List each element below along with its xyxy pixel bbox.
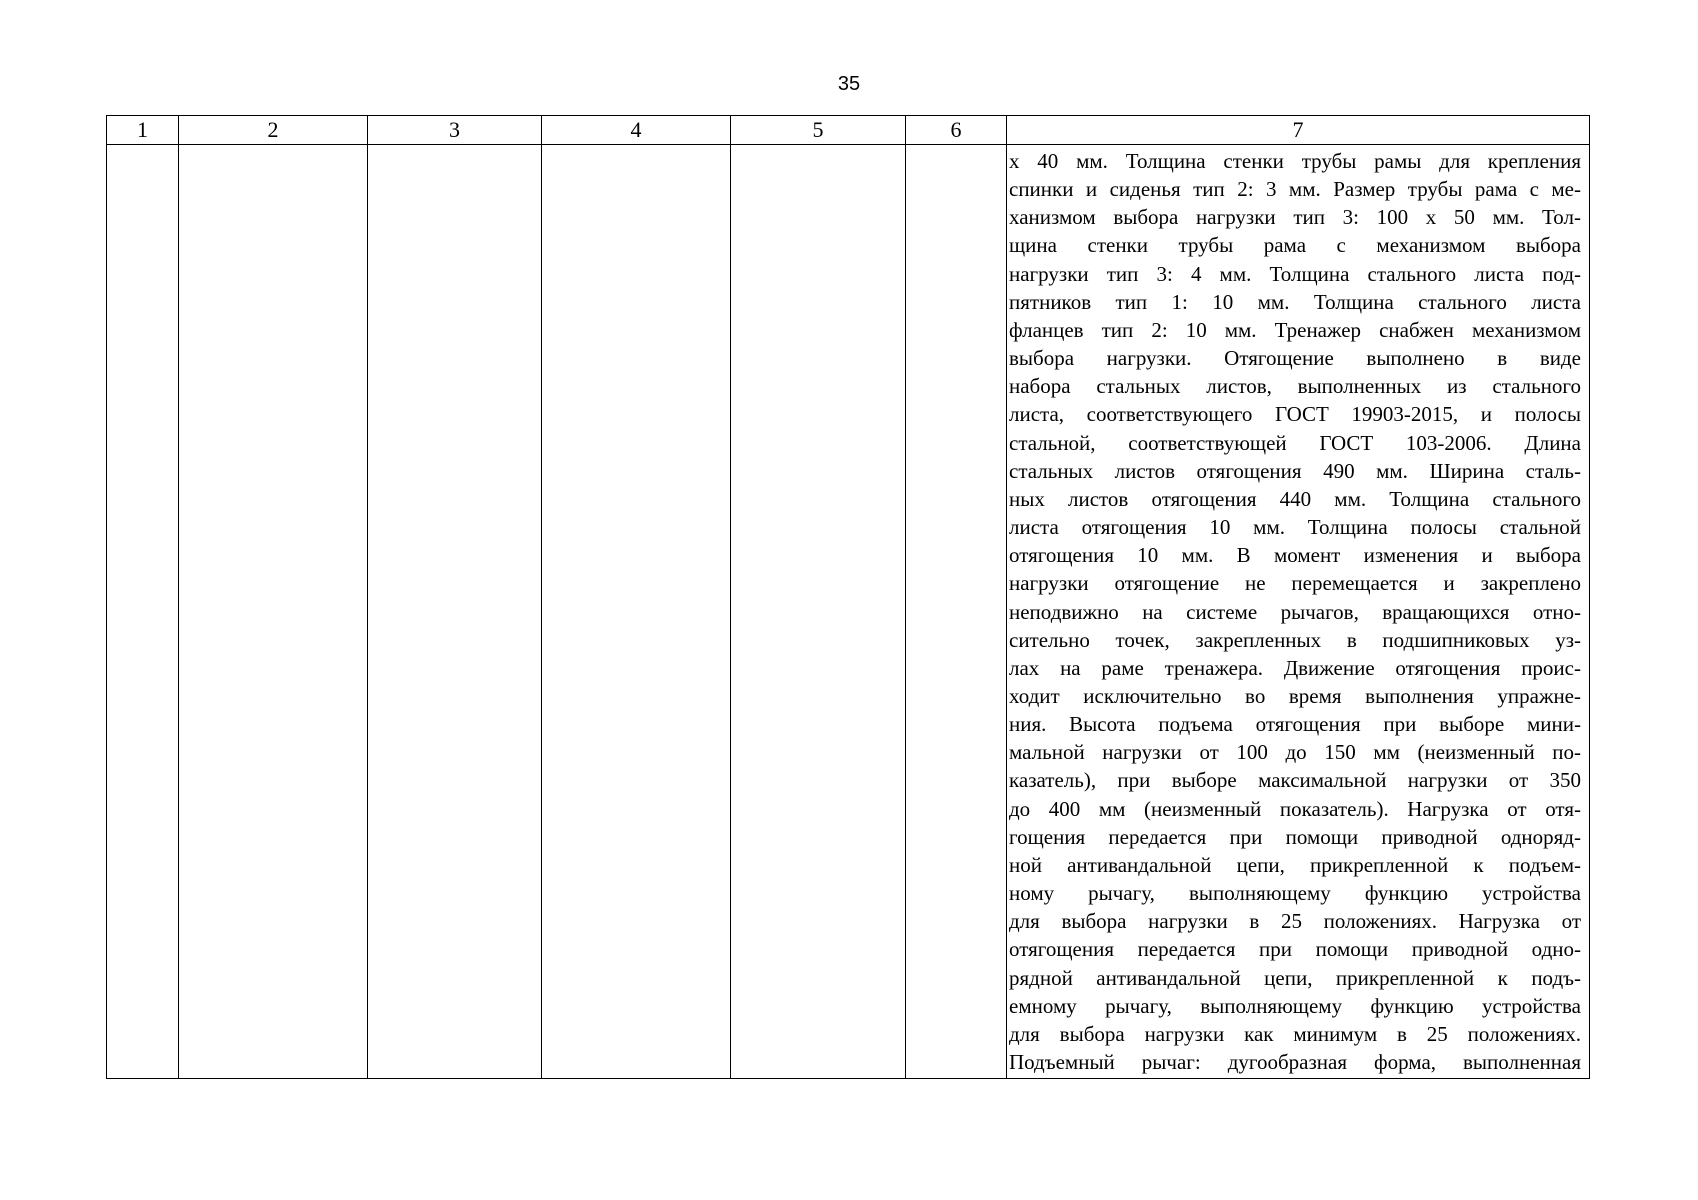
text-line: листа, соответствующего ГОСТ 19903-2015, и полосы bbox=[1009, 402, 1581, 427]
text-line: до 400 мм (неизменный показатель). Нагрузка от отя- bbox=[1009, 796, 1581, 821]
column-header-1: 1 bbox=[107, 116, 179, 145]
text-line: спинки и сиденья тип 2: 3 мм. Размер трубы рама с ме- bbox=[1009, 177, 1581, 202]
text-line: ходит исключительно во время выполнения упражне- bbox=[1009, 683, 1581, 708]
text-line: гощения передается при помощи приводной одноряд- bbox=[1009, 824, 1581, 849]
text-line: для выбора нагрузки как минимум в 25 положениях. bbox=[1009, 1021, 1581, 1046]
text-line: стальных листов отягощения 490 мм. Ширина сталь- bbox=[1009, 458, 1581, 483]
text-line: ному рычагу, выполняющему функцию устройства bbox=[1009, 881, 1581, 906]
text-line: набора стальных листов, выполненных из стального bbox=[1009, 374, 1581, 399]
text-line: фланцев тип 2: 10 мм. Тренажер снабжен механизмом bbox=[1009, 317, 1581, 342]
text-line: листа отягощения 10 мм. Толщина полосы стальной bbox=[1009, 515, 1581, 540]
text-line: мальной нагрузки от 100 до 150 мм (неизменный по- bbox=[1009, 740, 1581, 765]
text-line: емному рычагу, выполняющему функцию устройства bbox=[1009, 993, 1581, 1018]
cell-col-3 bbox=[368, 145, 542, 1079]
cell-col-6 bbox=[906, 145, 1007, 1079]
text-line: отягощения 10 мм. В момент изменения и выбора bbox=[1009, 543, 1581, 568]
table-row bbox=[107, 145, 1590, 1079]
text-line: неподвижно на системе рычагов, вращающихся отно- bbox=[1009, 599, 1581, 624]
text-line: ной антивандальной цепи, прикрепленной к подъем- bbox=[1009, 852, 1581, 877]
column-header-5: 5 bbox=[731, 116, 906, 145]
text-line: ханизмом выбора нагрузки тип 3: 100 х 50 мм. Тол- bbox=[1009, 205, 1581, 230]
text-line: ных листов отягощения 440 мм. Толщина стального bbox=[1009, 486, 1581, 511]
text-line: казатель), при выборе максимальной нагрузки от 350 bbox=[1009, 768, 1581, 793]
text-line: рядной антивандальной цепи, прикрепленной к подъ- bbox=[1009, 965, 1581, 990]
cell-col-2 bbox=[179, 145, 368, 1079]
text-line: ния. Высота подъема отягощения при выборе мини- bbox=[1009, 712, 1581, 737]
page-number: 35 bbox=[837, 73, 861, 95]
cell-col-1 bbox=[107, 145, 179, 1079]
description-text bbox=[1007, 145, 1589, 1076]
column-header-6: 6 bbox=[906, 116, 1007, 145]
text-line: нагрузки тип 3: 4 мм. Толщина стального листа под- bbox=[1009, 261, 1581, 286]
specification-table bbox=[106, 115, 1590, 1079]
text-line: нагрузки отягощение не перемещается и закреплено bbox=[1009, 571, 1581, 596]
cell-col-7 bbox=[1007, 145, 1590, 1079]
column-header-2: 2 bbox=[179, 116, 368, 145]
text-line: выбора нагрузки. Отягощение выполнено в виде bbox=[1009, 346, 1581, 371]
column-header-7: 7 bbox=[1007, 116, 1590, 145]
text-line: сительно точек, закрепленных в подшипниковых уз- bbox=[1009, 627, 1581, 652]
text-line: Подъемный рычаг: дугообразная форма, выполненная bbox=[1009, 1050, 1581, 1074]
text-line: х 40 мм. Толщина стенки трубы рамы для крепления bbox=[1009, 149, 1581, 173]
text-line: стальной, соответствующей ГОСТ 103-2006. Длина bbox=[1009, 430, 1581, 455]
column-header-4: 4 bbox=[542, 116, 731, 145]
text-line: щина стенки трубы рама с механизмом выбора bbox=[1009, 233, 1581, 258]
text-line: отягощения передается при помощи приводной одно- bbox=[1009, 937, 1581, 962]
column-header-3: 3 bbox=[368, 116, 542, 145]
table-header-row bbox=[107, 116, 1590, 145]
text-line: пятников тип 1: 10 мм. Толщина стального листа bbox=[1009, 289, 1581, 314]
cell-col-5 bbox=[731, 145, 906, 1079]
cell-col-4 bbox=[542, 145, 731, 1079]
text-line: лах на раме тренажера. Движение отягощения проис- bbox=[1009, 655, 1581, 680]
text-line: для выбора нагрузки в 25 положениях. Нагрузка от bbox=[1009, 909, 1581, 934]
